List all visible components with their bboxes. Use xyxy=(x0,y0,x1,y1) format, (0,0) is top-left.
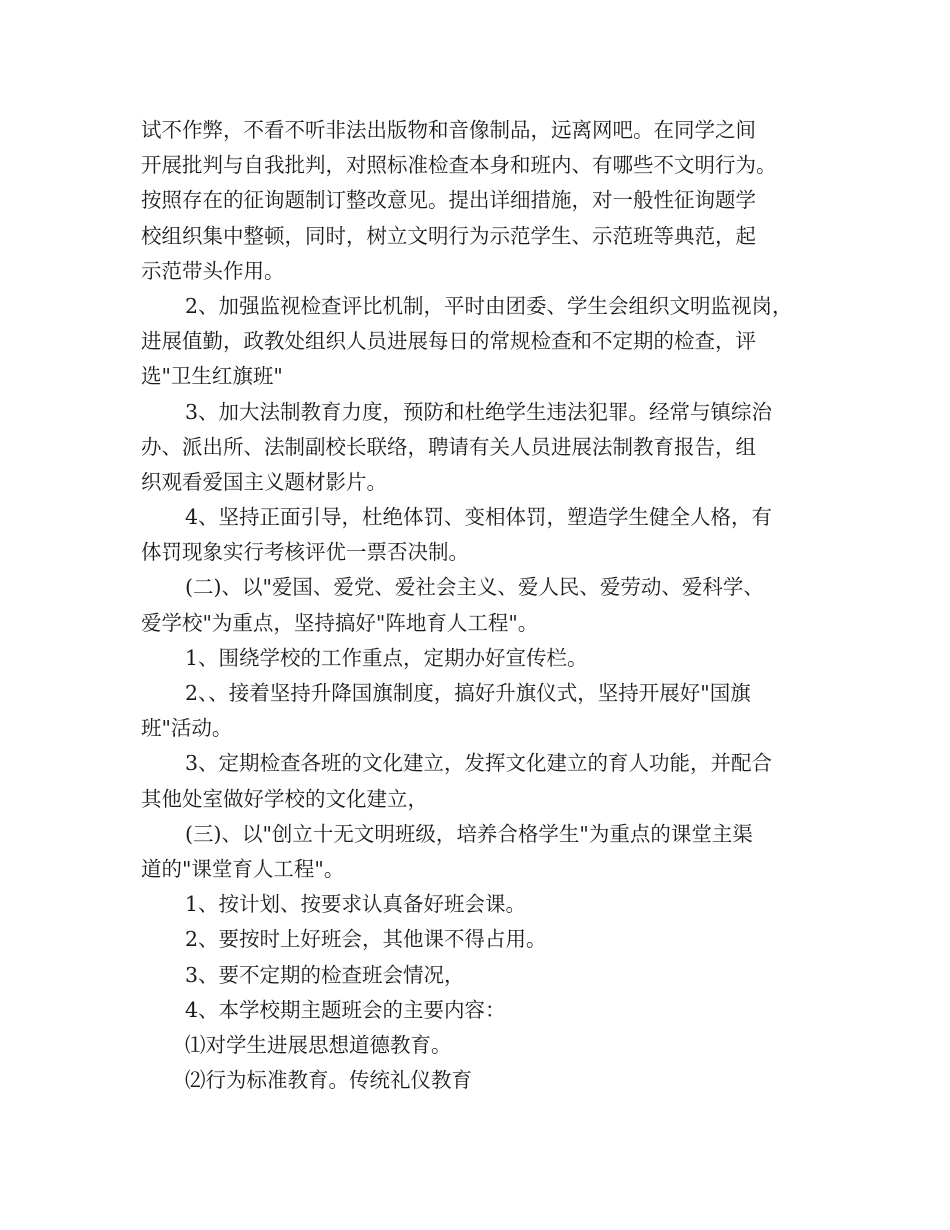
text-line-7: 进展值勤，政教处组织人员进展每日的常规检查和不定期的检查，评 xyxy=(141,329,756,354)
text-line-9: 3、加大法制教育力度，预防和杜绝学生违法犯罪。经常与镇综治 xyxy=(185,399,773,424)
text-line-12: 4、坚持正面引导，杜绝体罚、变相体罚，塑造学生健全人格，有 xyxy=(185,505,773,530)
text-line-1: 试不作弊，不看不听非法出版物和音像制品，远离网吧。在同学之间 xyxy=(141,118,756,142)
text-line-25: 3、要不定期的检查班会情况， xyxy=(185,962,465,987)
text-line-19: 3、定期检查各班的文化建立，发挥文化建立的育人功能，并配合 xyxy=(185,751,773,776)
text-line-14: (二)、以"爱国、爱党、爱社会主义、爱人民、爱劳动、爱科学、 xyxy=(185,575,764,600)
text-line-15: 爱学校"为重点，坚持搞好"阵地育人工程"。 xyxy=(141,610,539,635)
text-line-6: 2、加强监视检查评比机制，平时由团委、学生会组织文明监视岗， xyxy=(185,293,793,318)
text-line-5: 示范带头作用。 xyxy=(141,258,285,283)
text-line-18: 班"活动。 xyxy=(141,716,233,741)
text-line-24: 2、要按时上好班会，其他课不得占用。 xyxy=(185,927,547,952)
text-line-3: 按照存在的征询题制订整改意见。提出详细措施，对一般性征询题学 xyxy=(141,188,756,213)
document-body xyxy=(141,113,821,1098)
text-line-28: ⑵行为标准教育。传统礼仪教育 xyxy=(185,1068,472,1093)
text-line-8: 选"卫生红旗班" xyxy=(141,364,283,389)
text-line-21: (三)、以"创立十无文明班级，培养合格学生"为重点的课堂主渠 xyxy=(185,821,753,846)
text-line-16: 1、围绕学校的工作重点，定期办好宣传栏。 xyxy=(185,645,588,670)
text-line-2: 开展批判与自我批判，对照标准检查本身和班内、有哪些不文明行为。 xyxy=(141,153,777,178)
text-line-26: 4、本学校期主题班会的主要内容： xyxy=(185,997,506,1022)
text-line-13: 体罚现象实行考核评优一票否决制。 xyxy=(141,540,469,565)
text-line-10: 办、派出所、法制副校长联络，聘请有关人员进展法制教育报告，组 xyxy=(141,434,756,459)
text-line-27: ⑴对学生进展思想道德教育。 xyxy=(185,1032,452,1057)
text-line-22: 道的"课堂育人工程"。 xyxy=(141,856,345,881)
text-line-23: 1、按计划、按要求认真备好班会课。 xyxy=(185,892,527,917)
text-line-4: 校组织集中整顿，同时，树立文明行为示范学生、示范班等典范，起 xyxy=(141,223,756,248)
text-line-11: 织观看爱国主义题材影片。 xyxy=(141,469,387,494)
text-line-17: 2、、接着坚持升降国旗制度，搞好升旗仪式，坚持开展好"国旗 xyxy=(185,681,751,705)
text-line-20: 其他处室做好学校的文化建立， xyxy=(141,786,428,811)
